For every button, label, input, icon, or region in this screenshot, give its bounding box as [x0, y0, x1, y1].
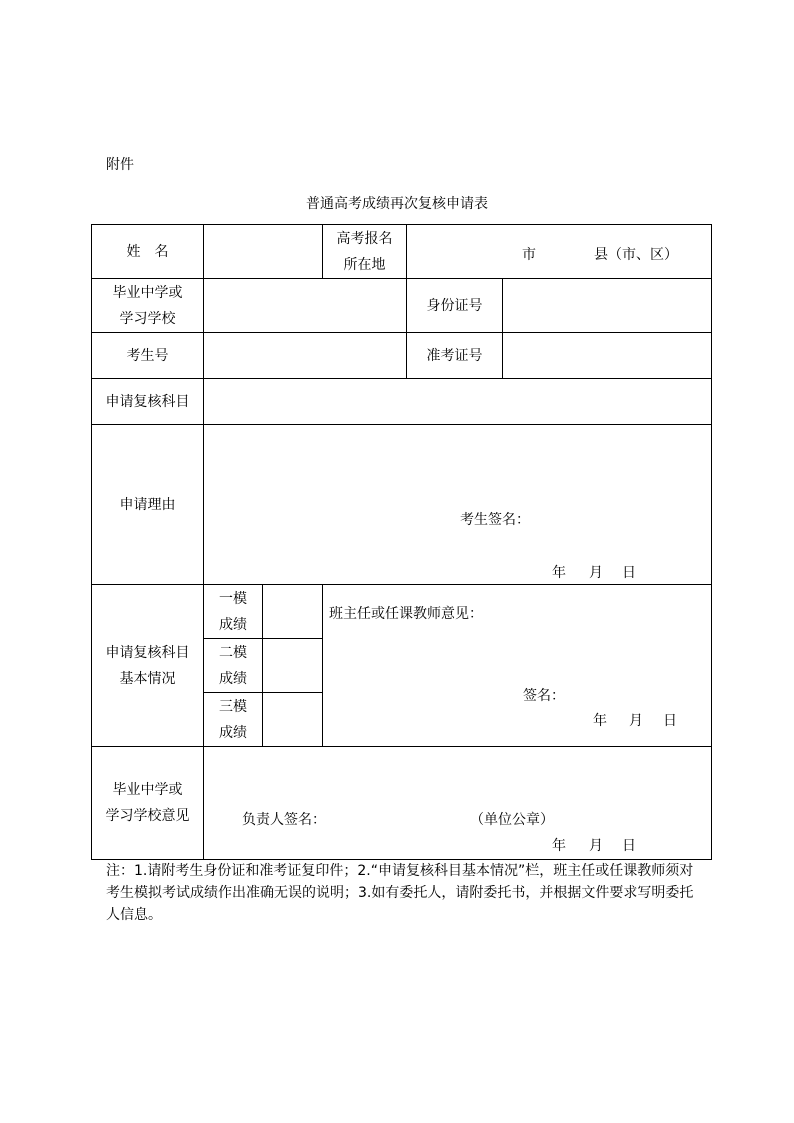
name-field[interactable]: [204, 225, 322, 278]
mock-exam-1-score-field[interactable]: [263, 585, 322, 638]
teacher-date-year: 年: [593, 713, 607, 729]
region-county-label: 县（市、区）: [594, 247, 678, 263]
mock-exam-3-score-field[interactable]: [263, 693, 322, 746]
region-label-cell: [323, 225, 406, 278]
mock-exam-2-line1: 二模: [219, 644, 247, 661]
reason-label: 申请理由: [119, 496, 176, 513]
teacher-date-month: 月: [629, 713, 643, 729]
mock-exam-2-label: [204, 639, 262, 692]
subject-label-cell: [92, 379, 203, 424]
id-card-label: 身份证号: [426, 297, 483, 314]
reason-label-cell: [92, 425, 203, 584]
school-label-cell: [92, 279, 203, 332]
reason-field[interactable]: [204, 425, 711, 584]
mock-exam-3-line1: 三模: [219, 698, 247, 715]
reason-date-year: 年: [552, 565, 566, 581]
school-opinion-label-line2: 学习学校意见: [105, 808, 190, 824]
teacher-date-day: 日: [663, 713, 677, 729]
subject-field[interactable]: [204, 379, 711, 424]
attachment-label: 附件: [106, 157, 134, 173]
school-label-line2: 学习学校: [119, 310, 176, 327]
school-opinion-label-cell: [92, 747, 203, 859]
mock-exam-2-line2: 成绩: [219, 670, 247, 687]
candidate-no-label-cell: [92, 333, 203, 378]
basic-info-label-cell: [92, 585, 203, 746]
teacher-opinion-label: 班主任或任课教师意见：: [329, 606, 483, 622]
mock-exam-3-line2: 成绩: [219, 724, 247, 741]
school-date-year: 年: [552, 838, 566, 854]
candidate-no-label: 考生号: [126, 347, 169, 364]
teacher-signature-label: 签名：: [523, 688, 565, 704]
candidate-no-field[interactable]: [204, 333, 406, 378]
id-card-label-cell: [407, 279, 502, 332]
table-line: [711, 224, 712, 860]
basic-info-label-line1: 申请复核科目: [105, 644, 190, 661]
form-title: 普通高考成绩再次复核申请表: [306, 196, 488, 212]
name-label-cell: [92, 225, 203, 278]
footnote: 注：1.请附考生身份证和准考证复印件；2.“申请复核科目基本情况”栏，班主任或任课教师须对考生模拟考试成绩作出准确无误的说明；3.如有委托人，请附委托书，并根据文件要求写明委托人信息。: [106, 863, 694, 923]
mock-exam-1-line2: 成绩: [219, 616, 247, 633]
region-label-line2: 所在地: [343, 256, 386, 273]
mock-exam-2-score-field[interactable]: [263, 639, 322, 692]
admission-ticket-field[interactable]: [503, 333, 711, 378]
region-city-label: 市: [522, 247, 536, 263]
unit-seal-label: （单位公章）: [470, 812, 554, 828]
mock-exam-3-label: [204, 693, 262, 746]
id-card-field[interactable]: [503, 279, 711, 332]
reason-date-day: 日: [622, 565, 636, 581]
subject-label: 申请复核科目: [105, 393, 190, 410]
school-opinion-label-line1: 毕业中学或: [112, 782, 183, 798]
responsible-signature-label: 负责人签名：: [242, 812, 326, 828]
admission-ticket-label: 准考证号: [426, 347, 483, 364]
mock-exam-1-line1: 一模: [219, 590, 247, 607]
candidate-signature-label: 考生签名：: [460, 512, 530, 528]
basic-info-label-line2: 基本情况: [119, 670, 176, 687]
school-date-month: 月: [589, 838, 603, 854]
mock-exam-1-label: [204, 585, 262, 638]
school-date-day: 日: [622, 838, 636, 854]
name-label: 姓 名: [126, 243, 169, 260]
school-label-line1: 毕业中学或: [112, 284, 183, 301]
region-label-line1: 高考报名: [336, 230, 393, 247]
reason-date-month: 月: [589, 565, 603, 581]
school-field[interactable]: [204, 279, 406, 332]
admission-ticket-label-cell: [407, 333, 502, 378]
